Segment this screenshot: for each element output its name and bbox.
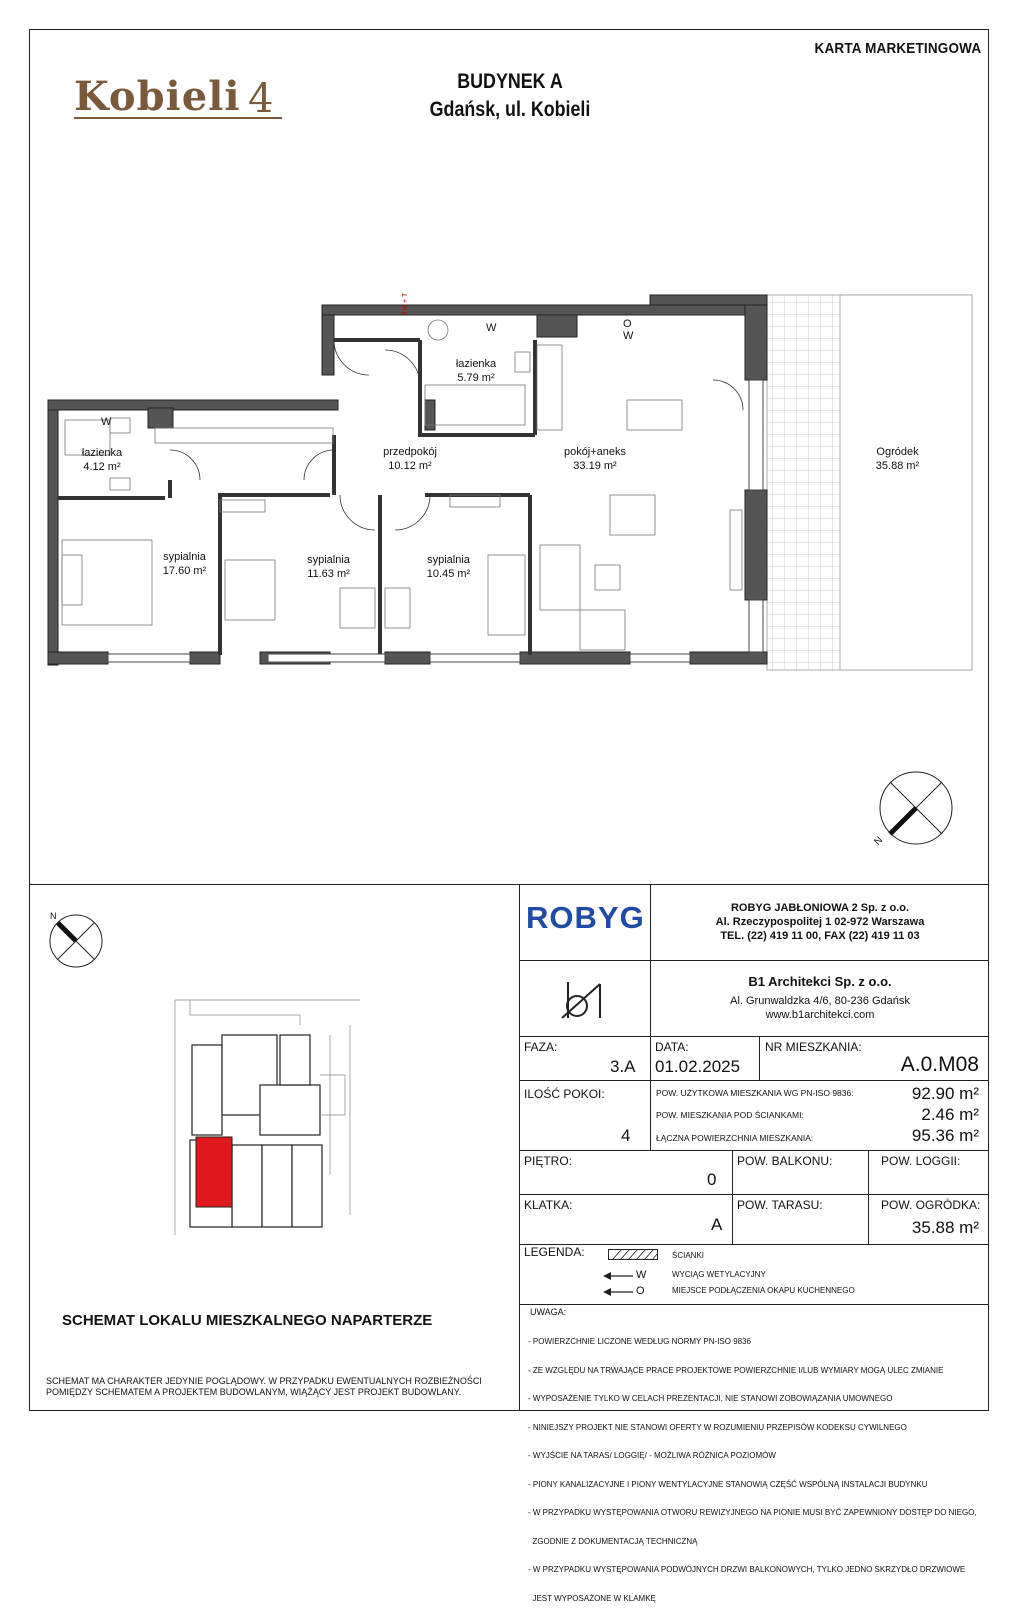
- faza-value: 3.A: [610, 1057, 636, 1076]
- section-divider: [29, 884, 989, 885]
- nr-label: NR MIESZKANIA:: [765, 1040, 862, 1054]
- pokoje-label: ILOŚĆ POKOI:: [524, 1087, 605, 1101]
- svg-text:Kobieli: Kobieli: [74, 73, 241, 120]
- svg-text:4: 4: [248, 76, 274, 122]
- legend-vent: WYCIĄG WETYLACYJNY: [672, 1270, 766, 1279]
- garden-area: [840, 295, 972, 670]
- info-block-border: [519, 884, 520, 1411]
- notes-list: - POWIERZCHNIE LICZONE WEDŁUG NORMY PN-ISO 9836 - ZE WZGLĘDU NA TRWAJĄCE PRACE PROJEKTOWE POWIERZCHNIE I/LUB WYMIARY MOGĄ ULEC ZMIANIE - WYPOSAŻENIE TYLKO W CELACH PREZENTACJI, NIE STANOWI ZOBOWIĄZANIA UMOWNEGO - NINIEJSZY PROJEKT NIE STANOWI OFERTY W ROZUMIENIU PRZEPISÓW KODEKSU CYWILNEGO - WYJŚCIE NA TARAS/ LOGGIĘ/ - MOŻLIWA RÓŻNICA POZIOMÓW - PIONY KANALIZACYJNE I PIONY WENTYLACYJNE STANOWIĄ CZĘŚĆ WSPÓLNĄ INSTALACJI BUDYNKU - W PRZYPADKU WYSTĘPOWANIA OTWORU REWIZYJNEGO NA PIONIE MUSI BYĆ ZAPEWNIONY DOSTĘP DO NIEGO, ZGODNIE Z DOKUMENTACJĄ TECHNICZNĄ - W PRZYPADKU WYSTĘPOWANIA PODWÓJNYCH DRZWI BALKONOWYCH, TYLKO JEDNO SKRZYDŁO DRZWIOWE JEST WYPOSAŻONE W KLAMKĘ: [528, 1337, 977, 1603]
- faza-label: FAZA:: [524, 1040, 558, 1054]
- ogrodek-value: 35.88 m²: [911, 1218, 979, 1237]
- site-schema: [170, 995, 370, 1235]
- room-bathroom-1: łazienka 4.12 m²: [81, 447, 123, 473]
- tm-marker: TM + T: [402, 292, 409, 315]
- room-bathroom-2: łazienka 5.79 m²: [455, 358, 497, 384]
- svg-text:N: N: [50, 911, 57, 921]
- investor-info: ROBYG JABŁONIOWA 2 Sp. z o.o. Al. Rzeczypospolitej 1 02-972 Warszawa TEL. (22) 419 11 00, FAX (22) 419 11 03: [715, 902, 925, 942]
- room-living-kitchen: pokój+aneks 33.19 m²: [563, 446, 627, 472]
- building-title: BUDYNEK A: [457, 70, 563, 93]
- pokoje-value: 4: [621, 1126, 631, 1145]
- legend-hood: MIEJSCE PODŁĄCZENIA OKAPU KUCHENNEGO: [672, 1286, 855, 1295]
- svg-text:N: N: [872, 834, 886, 848]
- pow-uzyt-label: POW. UŻYTKOWA MIESZKANIA WG PN-ISO 9836:: [656, 1088, 854, 1098]
- pow-uzyt-value: 92.90 m²: [911, 1084, 979, 1103]
- pow-laczna-label: ŁĄCZNA POWIERZCHNIA MIESZKANIA:: [656, 1133, 814, 1143]
- notes-title: UWAGA:: [530, 1307, 567, 1317]
- pow-laczna-value: 95.36 m²: [911, 1126, 979, 1145]
- building-address: Gdańsk, ul. Kobieli: [429, 98, 591, 121]
- pietro-label: PIĘTRO:: [524, 1154, 573, 1168]
- vent-marker-3: W: [623, 330, 634, 342]
- legend-o-symbol: O: [636, 1285, 645, 1297]
- pow-scianki-label: POW. MIESZKANIA POD ŚCIANKAMI:: [656, 1110, 804, 1120]
- arrow-left-icon: [603, 1271, 633, 1281]
- klatka-value: A: [711, 1215, 723, 1234]
- b1-architects-logo: [560, 978, 610, 1022]
- kobieli-logo: [72, 66, 287, 126]
- robyg-logo: ROBYG: [526, 900, 645, 935]
- legend-title: LEGENDA:: [524, 1245, 585, 1259]
- vent-marker-1: W: [101, 416, 112, 428]
- wall-hatch-icon: [608, 1249, 658, 1261]
- nr-value: A.0.M08: [900, 1053, 979, 1076]
- floor-plan: [40, 290, 980, 690]
- data-value: 01.02.2025: [655, 1057, 741, 1076]
- data-label: DATA:: [655, 1040, 689, 1054]
- room-garden: Ogródek 35.88 m²: [875, 446, 920, 472]
- legend-walls: ŚCIANKI: [672, 1251, 705, 1260]
- compass-icon: [870, 770, 960, 850]
- loggia-label: POW. LOGGII:: [881, 1154, 961, 1168]
- klatka-label: KLATKA:: [524, 1198, 573, 1212]
- balkon-label: POW. BALKONU:: [737, 1154, 833, 1168]
- room-hallway: przedpokój 10.12 m²: [383, 446, 437, 472]
- pow-scianki-value: 2.46 m²: [921, 1105, 979, 1124]
- vent-marker-2: W: [486, 322, 497, 334]
- pietro-value: 0: [707, 1170, 717, 1189]
- architect-info: B1 Architekci Sp. z o.o. Al. Grunwaldzka 4/6, 80-236 Gdańsk www.b1architekci.com: [730, 974, 910, 1021]
- card-type: KARTA MARKETINGOWA: [814, 40, 981, 57]
- compass-small-icon: [40, 905, 110, 975]
- hood-marker: O: [623, 318, 632, 330]
- room-bedroom-1: sypialnia 17.60 m²: [162, 551, 207, 577]
- schema-disclaimer: SCHEMAT MA CHARAKTER JEDYNIE POGLĄDOWY. W PRZYPADKU EWENTUALNYCH ROZBIEŻNOŚCI POMIĘDZY SCHEMATEM A PROJEKTEM BUDOWLANYM, WIĄŻĄCY JEST PROJEKT BUDOWLANY.: [46, 1376, 482, 1397]
- ogrodek-label: POW. OGRÓDKA:: [881, 1198, 981, 1212]
- room-bedroom-2: sypialnia 11.63 m²: [307, 554, 350, 580]
- taras-label: POW. TARASU:: [737, 1198, 823, 1212]
- legend-w-symbol: W: [636, 1269, 647, 1281]
- arrow-left-icon: [603, 1287, 633, 1297]
- room-bedroom-3: sypialnia 10.45 m²: [426, 554, 471, 580]
- apartment-highlight: [196, 1137, 232, 1207]
- schema-title: SCHEMAT LOKALU MIESZKALNEGO NAPARTERZE: [62, 1312, 433, 1329]
